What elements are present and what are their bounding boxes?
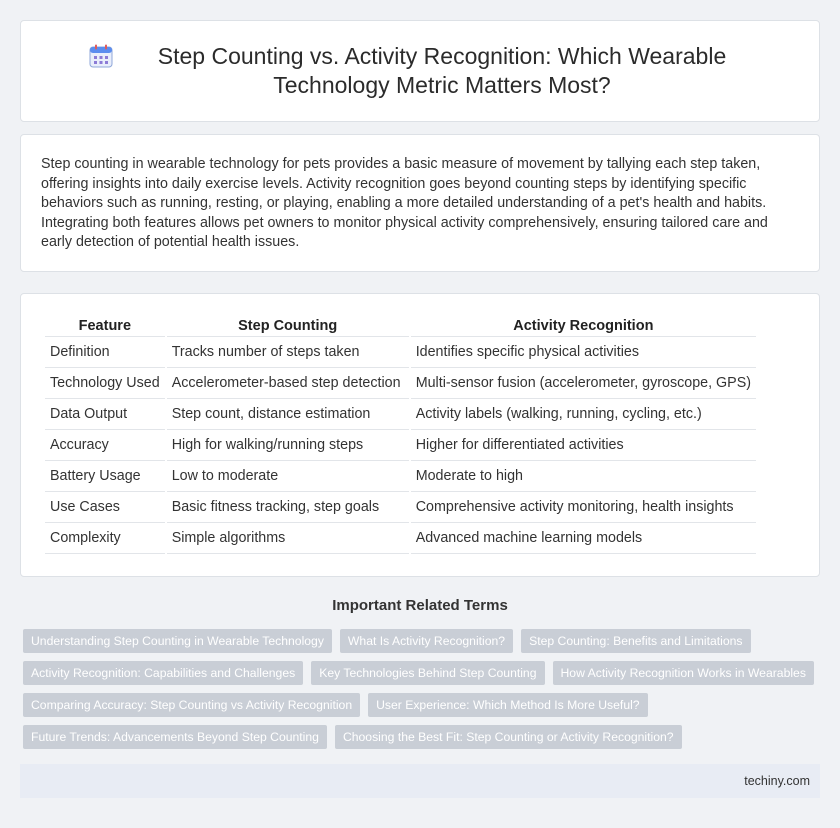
- calendar-icon: [88, 43, 114, 69]
- footer-site-link[interactable]: techiny.com: [744, 774, 810, 788]
- table-cell: Simple algorithms: [167, 523, 409, 554]
- comparison-table-card: [20, 293, 820, 577]
- related-term-tag[interactable]: Future Trends: Advancements Beyond Step Counting: [23, 725, 327, 749]
- related-term-tag[interactable]: What Is Activity Recognition?: [340, 629, 513, 653]
- page-title: Step Counting vs. Activity Recognition: Which Wearable Technology Metric Matters Most?: [157, 43, 727, 98]
- table-cell: Definition: [45, 337, 165, 368]
- table-header-row: [45, 314, 756, 337]
- table-cell: Identifies specific physical activities: [411, 337, 756, 368]
- table-cell: Complexity: [45, 523, 165, 554]
- table-cell: Data Output: [45, 399, 165, 430]
- table-row: [45, 337, 756, 368]
- table-cell: Higher for differentiated activities: [411, 430, 756, 461]
- table-cell: Basic fitness tracking, step goals: [167, 492, 409, 523]
- related-term-tag[interactable]: Comparing Accuracy: Step Counting vs Activity Recognition: [23, 693, 360, 717]
- table-cell: Activity labels (walking, running, cycling, etc.): [411, 399, 756, 430]
- table-cell: Moderate to high: [411, 461, 756, 492]
- header-feature: Feature: [45, 314, 165, 337]
- related-term-tag[interactable]: Key Technologies Behind Step Counting: [311, 661, 544, 685]
- table-row: [45, 523, 756, 554]
- related-term-tag[interactable]: User Experience: Which Method Is More Useful?: [368, 693, 648, 717]
- table-cell: High for walking/running steps: [167, 430, 409, 461]
- comparison-table: [43, 314, 758, 554]
- related-terms-title: Important Related Terms: [332, 597, 508, 614]
- table-row: [45, 492, 756, 523]
- table-cell: Use Cases: [45, 492, 165, 523]
- header-card: [20, 20, 820, 122]
- intro-card: [20, 134, 820, 272]
- table-cell: Accelerometer-based step detection: [167, 368, 409, 399]
- intro-paragraph: Step counting in wearable technology for pets provides a basic measure of movement by tallying each step taken, offering insights into daily exercise levels. Activity recognition goes beyond counting steps by identifying specific behaviors such as running, resting, or playing, enabling a more detailed understanding of a pet's health and habits. Integrating both features allows pet owners to monitor physical activity comprehensively, ensuring tailored care and early detection of potential health issues.: [41, 156, 768, 250]
- table-cell: Technology Used: [45, 368, 165, 399]
- table-row: [45, 461, 756, 492]
- table-row: [45, 399, 756, 430]
- table-cell: Battery Usage: [45, 461, 165, 492]
- related-terms-list: [23, 629, 823, 749]
- table-cell: Step count, distance estimation: [167, 399, 409, 430]
- related-term-tag[interactable]: Activity Recognition: Capabilities and Challenges: [23, 661, 303, 685]
- table-row: [45, 368, 756, 399]
- table-cell: Low to moderate: [167, 461, 409, 492]
- footer: [20, 764, 820, 798]
- related-term-tag[interactable]: Choosing the Best Fit: Step Counting or Activity Recognition?: [335, 725, 682, 749]
- related-term-tag[interactable]: Understanding Step Counting in Wearable Technology: [23, 629, 332, 653]
- table-cell: Advanced machine learning models: [411, 523, 756, 554]
- table-row: [45, 430, 756, 461]
- related-term-tag[interactable]: Step Counting: Benefits and Limitations: [521, 629, 750, 653]
- header-activity-recognition: Activity Recognition: [411, 314, 756, 337]
- header-step-counting: Step Counting: [167, 314, 409, 337]
- table-cell: Tracks number of steps taken: [167, 337, 409, 368]
- table-cell: Multi-sensor fusion (accelerometer, gyroscope, GPS): [411, 368, 756, 399]
- related-term-tag[interactable]: How Activity Recognition Works in Wearables: [553, 661, 814, 685]
- table-cell: Comprehensive activity monitoring, health insights: [411, 492, 756, 523]
- table-cell: Accuracy: [45, 430, 165, 461]
